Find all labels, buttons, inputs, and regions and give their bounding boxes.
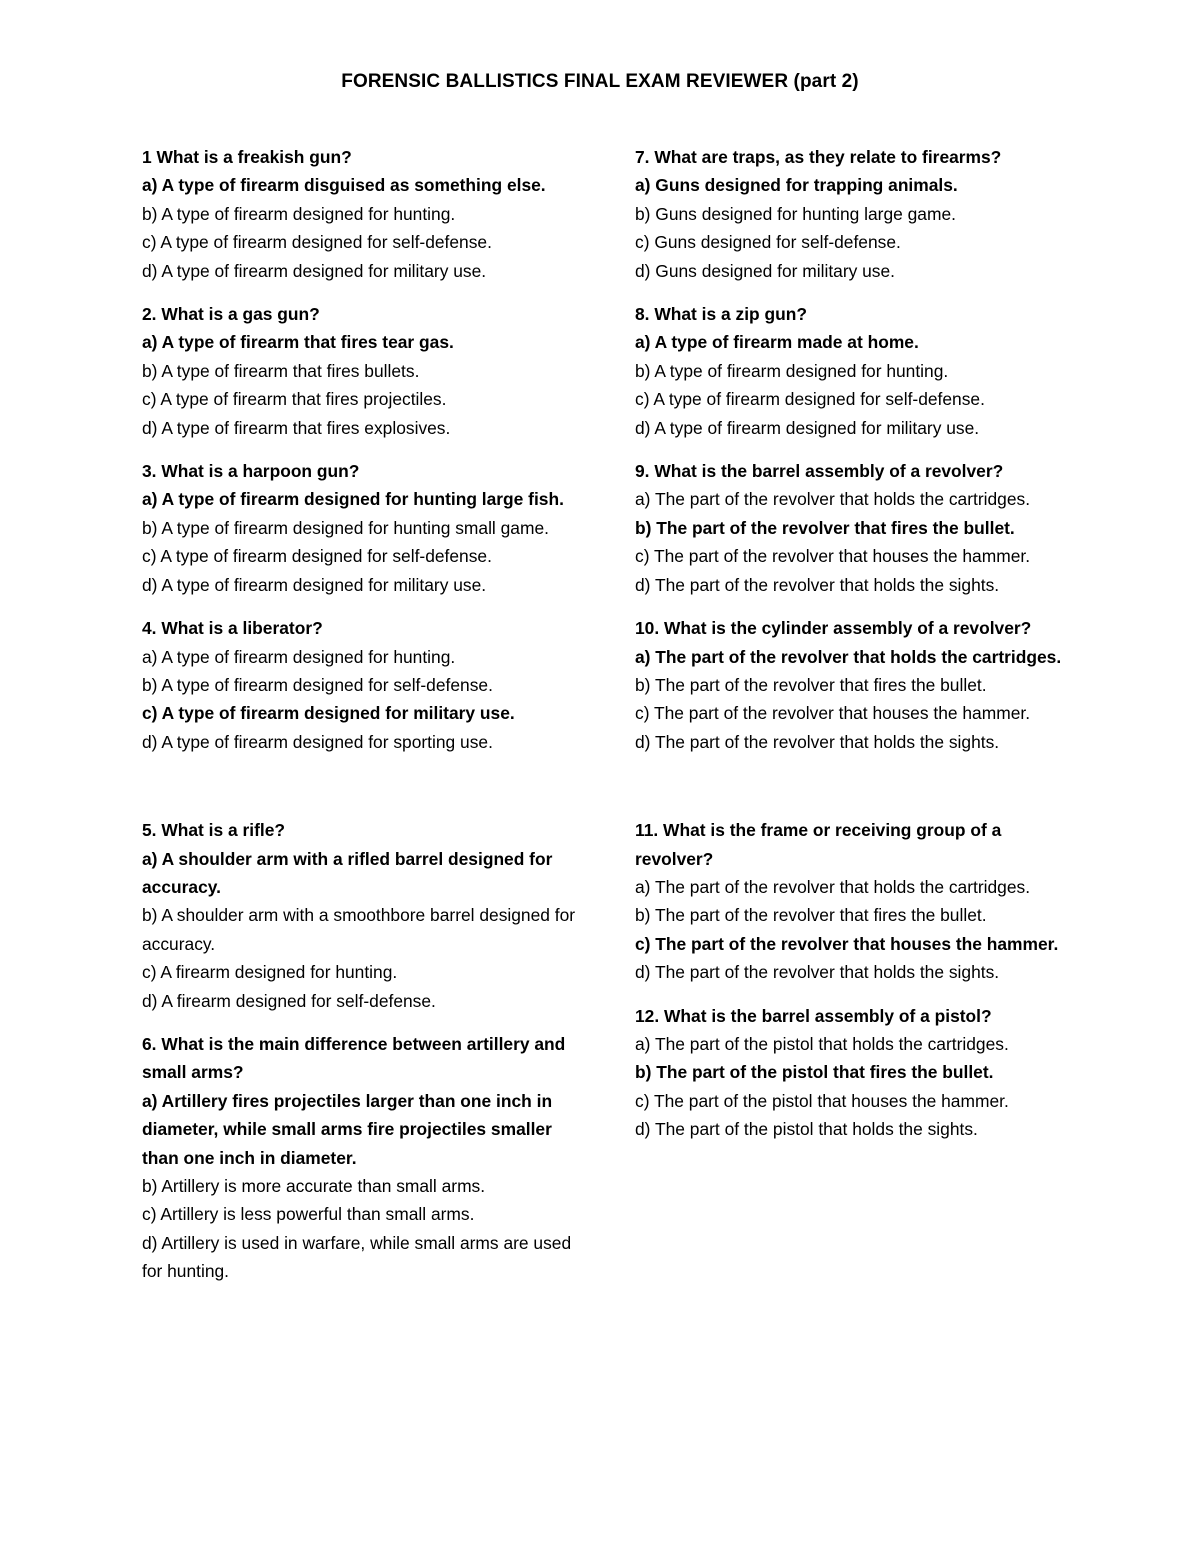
answer-option: c) The part of the pistol that houses the hammer.	[635, 1090, 1009, 1111]
question-stem: 4. What is a liberator?	[142, 618, 323, 639]
answer-option: c) A firearm designed for hunting.	[142, 962, 398, 983]
question-stem: 3. What is a harpoon gun?	[142, 461, 360, 482]
question-block-2	[142, 300, 582, 442]
question-stem: 6. What is the main difference between artillery and small arms?	[142, 1033, 566, 1083]
question-stem: 11. What is the frame or receiving group of a revolver?	[635, 820, 1002, 869]
answer-option: b) Guns designed for hunting large game.	[635, 203, 956, 224]
answer-option: b) Artillery is more accurate than small arms.	[142, 1176, 486, 1196]
answer-option: c) The part of the revolver that houses the hammer.	[635, 546, 1031, 567]
answer-option: c) Guns designed for self-defense.	[635, 232, 901, 253]
answer-option: b) A type of firearm designed for hunting.	[142, 203, 456, 224]
question-block-8	[635, 300, 1075, 442]
question-block-6	[142, 1030, 582, 1286]
question-block-5	[142, 800, 582, 1015]
answer-option-correct: a) A type of firearm made at home.	[635, 332, 919, 353]
answer-option: c) A type of firearm that fires projectiles.	[142, 389, 447, 410]
question-block-7	[635, 143, 1075, 285]
left-question-column	[142, 143, 582, 1301]
answer-option: c) Artillery is less powerful than small arms.	[142, 1204, 475, 1225]
answer-option: d) The part of the revolver that holds the sights.	[635, 962, 1000, 983]
answer-option-correct: b) The part of the revolver that fires the bullet.	[635, 517, 1015, 538]
answer-option: c) The part of the revolver that houses the hammer.	[635, 703, 1031, 724]
answer-option: b) A type of firearm designed for hunting.	[635, 360, 949, 381]
question-stem: 7. What are traps, as they relate to firearms?	[635, 147, 1002, 167]
answer-option: b) A shoulder arm with a smoothbore barrel designed for accuracy.	[142, 905, 576, 954]
answer-option: d) A type of firearm designed for sporting use.	[142, 731, 493, 752]
answer-option: b) A type of firearm designed for hunting small game.	[142, 517, 549, 538]
answer-option: d) The part of the revolver that holds the sights.	[635, 574, 1000, 595]
question-stem: 5. What is a rifle?	[142, 820, 286, 841]
answer-option: b) The part of the revolver that fires the bullet.	[635, 905, 987, 926]
answer-option: c) A type of firearm designed for self-defense.	[142, 546, 492, 567]
answer-option: c) A type of firearm designed for self-defense.	[142, 232, 492, 253]
answer-option: d) A type of firearm designed for military use.	[142, 260, 487, 281]
question-stem: 12. What is the barrel assembly of a pistol?	[635, 1005, 992, 1026]
question-block-1	[142, 143, 582, 285]
answer-option: d) Artillery is used in warfare, while small arms are used for hunting.	[142, 1232, 572, 1282]
question-block-9	[635, 457, 1075, 599]
answer-option: a) A type of firearm designed for hunting.	[142, 646, 456, 667]
answer-option-correct: a) Artillery fires projectiles larger than one inch in diameter, while small arms fire projectiles smaller than one inch in diameter.	[142, 1090, 553, 1168]
answer-option: a) The part of the revolver that holds the cartridges.	[635, 489, 1031, 510]
question-stem: 1 What is a freakish gun?	[142, 147, 352, 167]
question-stem: 2. What is a gas gun?	[142, 304, 320, 325]
question-stem: 8. What is a zip gun?	[635, 304, 807, 325]
question-block-3	[142, 457, 582, 599]
answer-option: a) The part of the revolver that holds the cartridges.	[635, 876, 1031, 897]
question-stem: 9. What is the barrel assembly of a revolver?	[635, 461, 1004, 482]
answer-option: d) A type of firearm designed for military use.	[635, 417, 980, 438]
answer-option: b) A type of firearm designed for self-defense.	[142, 674, 493, 695]
answer-option: c) A type of firearm designed for self-defense.	[635, 389, 985, 410]
answer-option-correct: c) A type of firearm designed for military use.	[142, 703, 515, 724]
answer-option: b) A type of firearm that fires bullets.	[142, 360, 420, 381]
answer-option: a) The part of the pistol that holds the cartridges.	[635, 1033, 1009, 1054]
question-stem: 10. What is the cylinder assembly of a revolver?	[635, 618, 1032, 639]
answer-option-correct: b) The part of the pistol that fires the bullet.	[635, 1062, 994, 1083]
answer-option-correct: c) The part of the revolver that houses the hammer.	[635, 933, 1059, 954]
answer-option: d) A firearm designed for self-defense.	[142, 990, 436, 1011]
answer-option: d) A type of firearm that fires explosives.	[142, 417, 451, 438]
page-title: FORENSIC BALLISTICS FINAL EXAM REVIEWER (part 2)	[341, 71, 859, 92]
question-block-4	[142, 614, 582, 756]
answer-option-correct: a) The part of the revolver that holds the cartridges.	[635, 646, 1062, 667]
right-question-column	[635, 143, 1075, 1159]
answer-option-correct: a) A type of firearm designed for hunting large fish.	[142, 489, 564, 510]
answer-option-correct: a) Guns designed for trapping animals.	[635, 175, 958, 196]
answer-option: d) The part of the pistol that holds the sights.	[635, 1119, 978, 1140]
question-block-11	[635, 800, 1075, 986]
answer-option-correct: a) A shoulder arm with a rifled barrel designed for accuracy.	[142, 848, 553, 897]
answer-option: b) The part of the revolver that fires the bullet.	[635, 674, 987, 695]
answer-option: d) The part of the revolver that holds the sights.	[635, 731, 1000, 752]
answer-option-correct: a) A type of firearm that fires tear gas.	[142, 332, 454, 353]
answer-option: d) Guns designed for military use.	[635, 260, 896, 281]
question-block-12	[635, 1002, 1075, 1144]
question-block-10	[635, 614, 1075, 756]
answer-option: d) A type of firearm designed for military use.	[142, 574, 487, 595]
answer-option-correct: a) A type of firearm disguised as something else.	[142, 175, 546, 196]
